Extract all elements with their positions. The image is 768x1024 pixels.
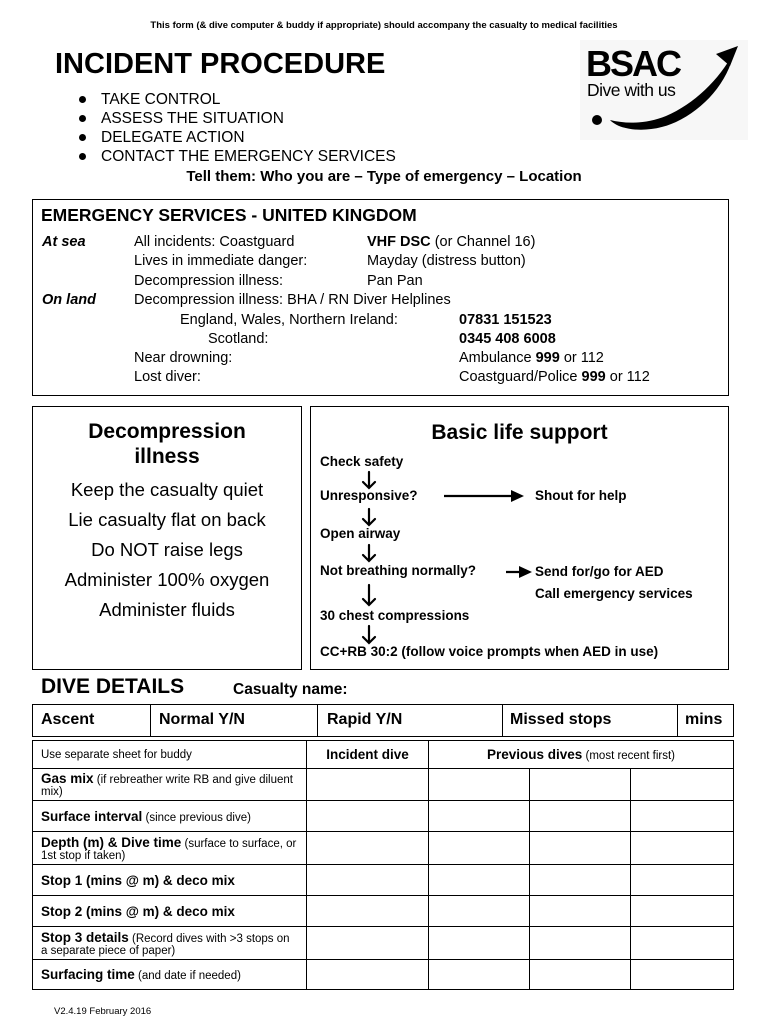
input-cell[interactable]: [429, 896, 530, 927]
bls-title: Basic life support: [431, 421, 608, 444]
bls-shout: Shout for help: [535, 488, 627, 503]
page-title: INCIDENT PROCEDURE: [55, 48, 386, 80]
vhf-dsc-line: VHF DSC (or Channel 16): [367, 234, 536, 250]
stop3-label: Stop 3 details (Record dives with >3 stops on a separate piece of paper): [33, 927, 307, 960]
right-arrow-icon: [506, 566, 532, 578]
input-cell[interactable]: [530, 927, 631, 960]
input-cell[interactable]: [631, 801, 734, 832]
lives-danger-text: Lives in immediate danger:: [134, 253, 308, 269]
decompression-action: Do NOT raise legs: [91, 539, 243, 560]
dive-details-table: [32, 740, 734, 990]
pan-pan-text: Pan Pan: [367, 273, 423, 289]
dive-details-title: DIVE DETAILS: [41, 675, 185, 698]
at-sea-label: At sea: [42, 234, 86, 250]
decompression-illness-box: [32, 406, 302, 670]
incident-dive-header: Incident dive: [307, 741, 429, 769]
table-row: [33, 769, 734, 801]
decompression-sea-text: Decompression illness:: [134, 273, 284, 289]
buddy-note-cell: Use separate sheet for buddy: [33, 741, 307, 769]
bls-open-airway: Open airway: [320, 526, 401, 541]
down-arrow-icon: [363, 626, 375, 643]
bls-unresponsive: Unresponsive?: [320, 488, 418, 503]
decompression-land-text: Decompression illness: BHA / RN Diver Helplines: [134, 292, 451, 308]
input-cell[interactable]: [429, 801, 530, 832]
ascent-row: [32, 704, 734, 737]
input-cell[interactable]: [530, 960, 631, 990]
stop2-label: Stop 2 (mins @ m) & deco mix: [33, 896, 307, 927]
depth-dive-time-label: Depth (m) & Dive time (surface to surface, or 1st stop if taken): [33, 832, 307, 865]
table-row: [33, 896, 734, 927]
down-arrow-icon: [363, 545, 375, 561]
ascent-label: Ascent: [41, 711, 95, 728]
incident-steps: [76, 90, 396, 166]
table-header-row: [33, 741, 734, 769]
decompression-action: Keep the casualty quiet: [70, 479, 264, 500]
england-label: England, Wales, Northern Ireland:: [180, 312, 398, 328]
decompression-action: Administer 100% oxygen: [64, 569, 270, 590]
missed-stops-label: Missed stops: [510, 711, 612, 728]
input-cell[interactable]: [429, 865, 530, 896]
table-row: [33, 960, 734, 990]
emergency-services-title: EMERGENCY SERVICES - UNITED KINGDOM: [41, 205, 417, 225]
input-cell[interactable]: [307, 769, 429, 801]
ambulance-line: Ambulance 999 or 112: [459, 350, 604, 366]
bls-not-breathing: Not breathing normally?: [320, 563, 477, 578]
input-cell[interactable]: [307, 927, 429, 960]
input-cell[interactable]: [307, 960, 429, 990]
surfacing-time-label: Surfacing time (and date if needed): [33, 960, 307, 990]
input-cell[interactable]: [429, 927, 530, 960]
input-cell[interactable]: [530, 801, 631, 832]
table-row: [33, 801, 734, 832]
bls-compressions: 30 chest compressions: [320, 608, 470, 623]
decompression-title: Decompression illness: [88, 420, 246, 468]
step-item: ASSESS THE SITUATION: [76, 109, 396, 128]
input-cell[interactable]: [631, 960, 734, 990]
bsac-logo: [580, 40, 748, 140]
stop1-label: Stop 1 (mins @ m) & deco mix: [33, 865, 307, 896]
down-arrow-icon: [363, 585, 375, 605]
bls-send-aed: Send for/go for AED: [535, 564, 664, 579]
logo-brand: BSAC: [586, 43, 681, 84]
input-cell[interactable]: [530, 769, 631, 801]
input-cell[interactable]: [631, 832, 734, 865]
decompression-action: Lie casualty flat on back: [68, 509, 266, 530]
rapid-yn-label: Rapid Y/N: [327, 711, 403, 728]
coastguard-police-line: Coastguard/Police 999 or 112: [459, 369, 650, 385]
gas-mix-label: Gas mix (if rebreather write RB and give diluent mix): [33, 769, 307, 801]
normal-yn-label: Normal Y/N: [159, 711, 245, 728]
step-item: DELEGATE ACTION: [76, 128, 396, 147]
logo-tagline: Dive with us: [587, 80, 676, 100]
basic-life-support-box: [310, 406, 729, 670]
previous-dives-header: Previous dives (most recent first): [429, 741, 734, 769]
england-phone: 07831 151523: [459, 312, 552, 328]
bls-call-emergency: Call emergency services: [535, 586, 693, 601]
input-cell[interactable]: [307, 801, 429, 832]
surface-interval-label: Surface interval (since previous dive): [33, 801, 307, 832]
down-arrow-icon: [363, 472, 375, 488]
decompression-action: Administer fluids: [99, 599, 235, 620]
input-cell[interactable]: [307, 865, 429, 896]
input-cell[interactable]: [631, 896, 734, 927]
input-cell[interactable]: [631, 865, 734, 896]
mayday-text: Mayday (distress button): [367, 253, 526, 269]
mins-label: mins: [685, 711, 723, 728]
input-cell[interactable]: [429, 769, 530, 801]
on-land-label: On land: [42, 292, 96, 308]
input-cell[interactable]: [530, 865, 631, 896]
casualty-name-label: Casualty name:: [233, 681, 348, 698]
input-cell[interactable]: [530, 832, 631, 865]
lost-diver-text: Lost diver:: [134, 369, 201, 385]
input-cell[interactable]: [429, 832, 530, 865]
all-incidents-text: All incidents: Coastguard: [134, 234, 295, 250]
input-cell[interactable]: [530, 896, 631, 927]
table-row: [33, 832, 734, 865]
input-cell[interactable]: [307, 832, 429, 865]
bls-ccrb: CC+RB 30:2 (follow voice prompts when AED in use): [320, 644, 659, 659]
decompression-actions: [33, 475, 301, 625]
tell-them-line: Tell them: Who you are – Type of emergency – Location: [186, 168, 582, 185]
step-item: CONTACT THE EMERGENCY SERVICES: [76, 147, 396, 166]
near-drowning-text: Near drowning:: [134, 350, 233, 366]
input-cell[interactable]: [429, 960, 530, 990]
version-label: V2.4.19 February 2016: [54, 1006, 152, 1017]
down-arrow-icon: [363, 509, 375, 525]
top-note: This form (& dive computer & buddy if appropriate) should accompany the casualty to medical facilities: [150, 20, 618, 31]
input-cell[interactable]: [631, 769, 734, 801]
table-row: [33, 865, 734, 896]
right-arrow-icon: [444, 490, 524, 502]
scotland-phone: 0345 408 6008: [459, 331, 556, 347]
table-row: [33, 927, 734, 960]
input-cell[interactable]: [307, 896, 429, 927]
bls-check-safety: Check safety: [320, 454, 404, 469]
input-cell[interactable]: [631, 927, 734, 960]
scotland-label: Scotland:: [208, 331, 269, 347]
emergency-services-box: [32, 199, 729, 396]
step-item: TAKE CONTROL: [76, 90, 396, 109]
